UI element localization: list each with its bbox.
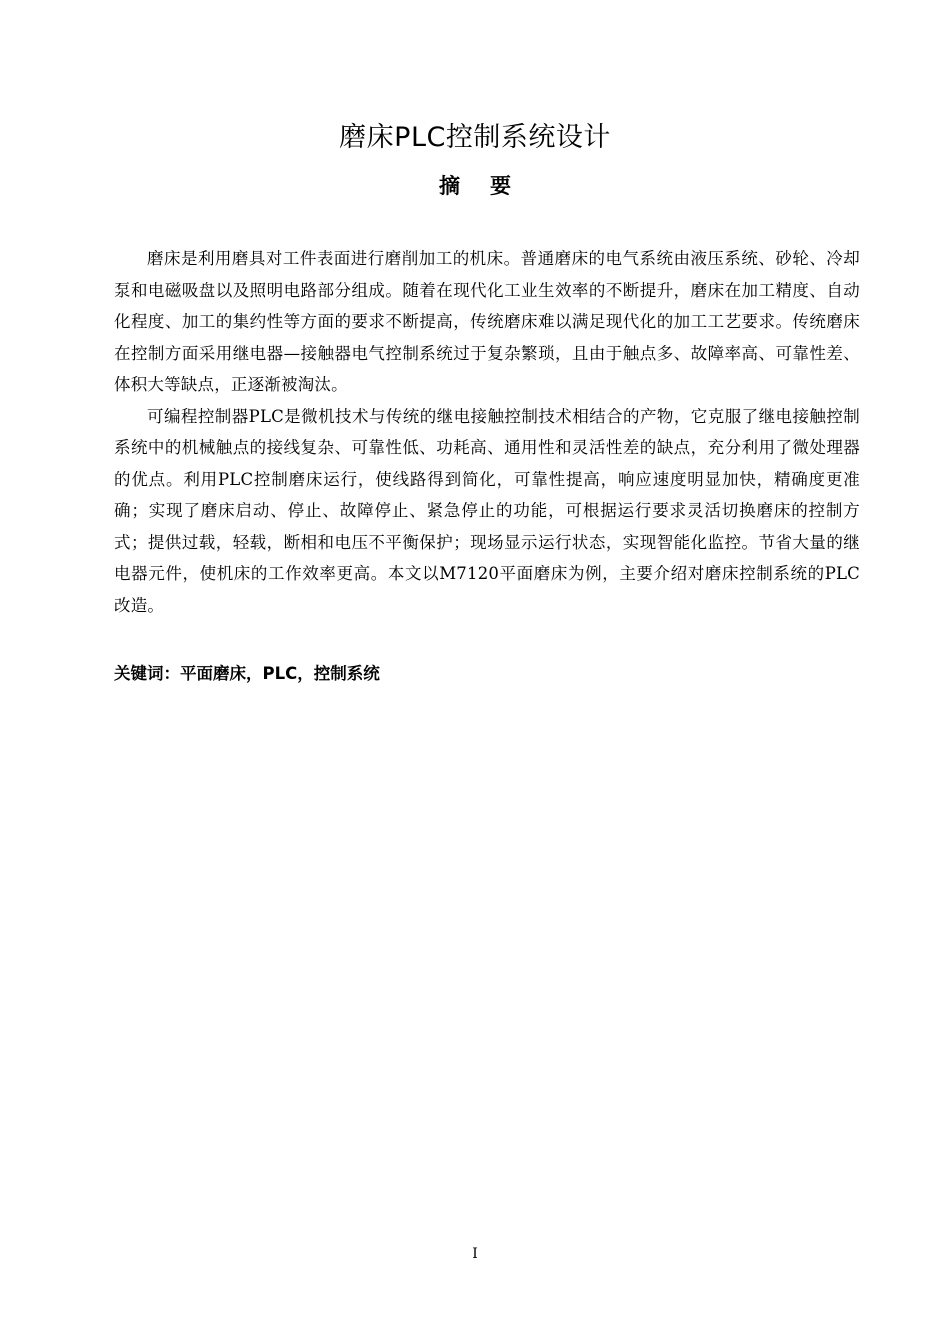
abstract-paragraph-1: 磨床是利用磨具对工件表面进行磨削加工的机床。普通磨床的电气系统由液压系统、砂轮、冷却泵和电磁吸盘以及照明电路部分组成。随着在现代化工业生效率的不断提升，磨床在加工精度、自动化程度、加工的集约性等方面的要求不断提高，传统磨床难以满足现代化的加工工艺要求。传统磨床在控制方面采用继电器—接触器电气控制系统过于复杂繁琐，且由于触点多、故障率高、可靠性差、体积大等缺点，正逐渐被淘汰。 (114, 249, 860, 394)
abstract-heading: 摘要 (439, 174, 541, 198)
abstract-body (114, 243, 860, 621)
keywords-line: 关键词：平面磨床，PLC，控制系统 (114, 664, 380, 683)
page-title: 磨床PLC控制系统设计 (339, 122, 611, 153)
page-number: I (472, 1246, 478, 1262)
abstract-paragraph-2: 可编程控制器PLC是微机技术与传统的继电接触控制技术相结合的产物，它克服了继电接触控制系统中的机械触点的接线复杂、可靠性低、功耗高、通用性和灵活性差的缺点，充分利用了微处理器的优点。利用PLC控制磨床运行，使线路得到简化，可靠性提高，响应速度明显加快，精确度更准确；实现了磨床启动、停止、故障停止、紧急停止的功能，可根据运行要求灵活切换磨床的控制方式；提供过载，轻载，断相和电压不平衡保护；现场显示运行状态，实现智能化监控。节省大量的继电器元件，使机床的工作效率更高。本文以M7120平面磨床为例，主要介绍对磨床控制系统的PLC改造。 (114, 406, 860, 615)
